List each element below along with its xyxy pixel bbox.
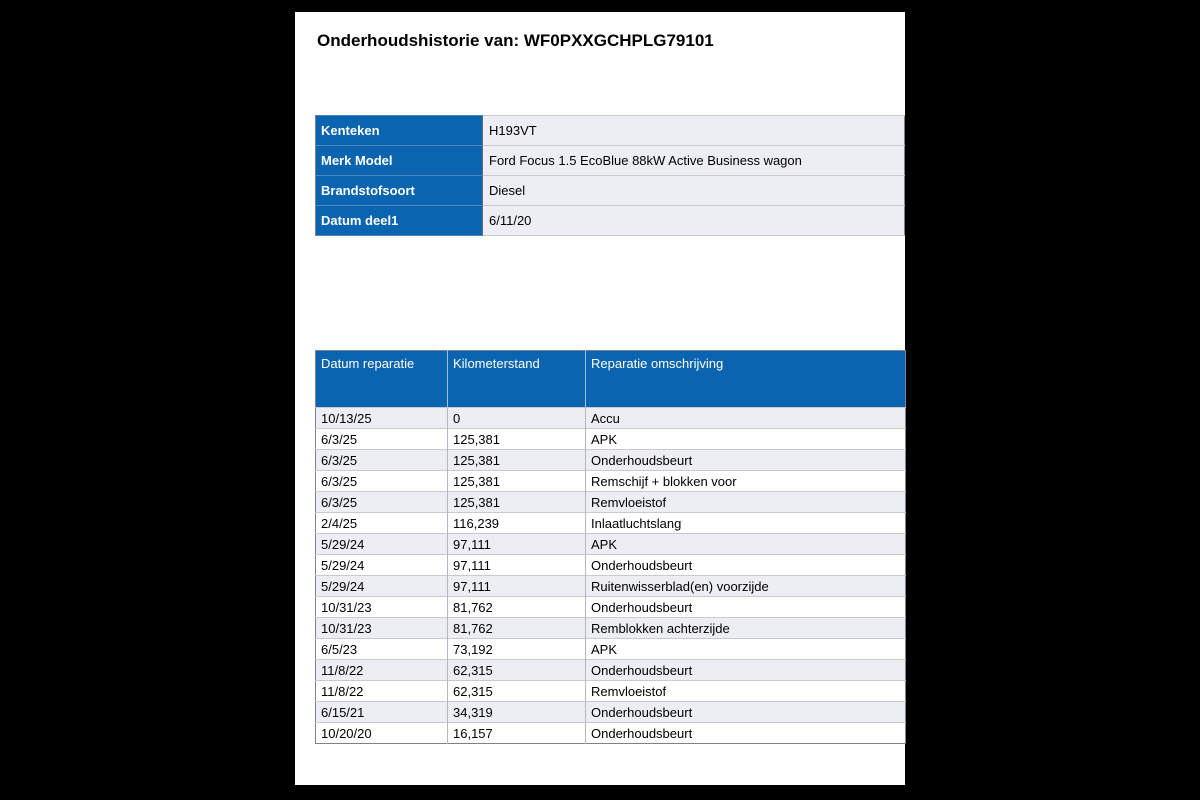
table-row: [316, 555, 906, 576]
odometer-cell: 97,111: [448, 534, 586, 555]
odometer-cell: 62,315: [448, 660, 586, 681]
odometer-cell: 97,111: [448, 555, 586, 576]
vehicle-info-label: Merk Model: [316, 146, 483, 176]
repair-description-cell: Ruitenwisserblad(en) voorzijde: [586, 576, 906, 597]
table-row: [316, 576, 906, 597]
table-row: [316, 723, 906, 744]
vehicle-info-table: [315, 115, 905, 236]
repair-date-cell: 5/29/24: [316, 576, 448, 597]
odometer-cell: 81,762: [448, 597, 586, 618]
table-row: [316, 471, 906, 492]
repair-description-cell: Onderhoudsbeurt: [586, 555, 906, 576]
odometer-cell: 0: [448, 408, 586, 429]
repair-date-cell: 5/29/24: [316, 534, 448, 555]
table-row: [316, 450, 906, 471]
repair-description-cell: Onderhoudsbeurt: [586, 450, 906, 471]
page-title: Onderhoudshistorie van: WF0PXXGCHPLG79101: [317, 31, 714, 50]
vehicle-info-label: Datum deel1: [316, 206, 483, 236]
vehicle-info-row: [316, 176, 905, 206]
repair-date-cell: 10/20/20: [316, 723, 448, 744]
table-row: [316, 492, 906, 513]
table-row: [316, 618, 906, 639]
repair-description-cell: APK: [586, 429, 906, 450]
repair-date-cell: 10/13/25: [316, 408, 448, 429]
odometer-cell: 62,315: [448, 681, 586, 702]
repair-description-cell: Onderhoudsbeurt: [586, 597, 906, 618]
repair-description-cell: Remvloeistof: [586, 681, 906, 702]
repair-date-cell: 10/31/23: [316, 597, 448, 618]
repair-date-cell: 6/3/25: [316, 450, 448, 471]
repair-description-cell: APK: [586, 639, 906, 660]
repair-date-cell: 11/8/22: [316, 681, 448, 702]
repair-date-cell: 10/31/23: [316, 618, 448, 639]
repair-date-cell: 6/15/21: [316, 702, 448, 723]
vehicle-info-value: Diesel: [483, 176, 905, 206]
column-header-repair-date: Datum reparatie: [316, 351, 448, 408]
repair-date-cell: 2/4/25: [316, 513, 448, 534]
repair-description-cell: Onderhoudsbeurt: [586, 723, 906, 744]
vehicle-info-value: H193VT: [483, 116, 905, 146]
repair-description-cell: Onderhoudsbeurt: [586, 660, 906, 681]
repair-description-cell: Remvloeistof: [586, 492, 906, 513]
table-row: [316, 681, 906, 702]
repair-date-cell: 6/3/25: [316, 492, 448, 513]
repair-date-cell: 6/3/25: [316, 471, 448, 492]
repair-date-cell: 5/29/24: [316, 555, 448, 576]
repair-description-cell: Onderhoudsbeurt: [586, 702, 906, 723]
repair-table-body: [316, 408, 906, 744]
table-row: [316, 513, 906, 534]
repair-table-header-row: [316, 351, 906, 408]
odometer-cell: 34,319: [448, 702, 586, 723]
table-row: [316, 597, 906, 618]
table-row: [316, 408, 906, 429]
repair-date-cell: 6/5/23: [316, 639, 448, 660]
table-row: [316, 429, 906, 450]
column-header-odometer: Kilometerstand: [448, 351, 586, 408]
table-row: [316, 639, 906, 660]
repair-description-cell: Accu: [586, 408, 906, 429]
odometer-cell: 116,239: [448, 513, 586, 534]
repair-date-cell: 11/8/22: [316, 660, 448, 681]
vehicle-info-label: Kenteken: [316, 116, 483, 146]
odometer-cell: 125,381: [448, 471, 586, 492]
repair-description-cell: Remblokken achterzijde: [586, 618, 906, 639]
odometer-cell: 97,111: [448, 576, 586, 597]
repair-description-cell: APK: [586, 534, 906, 555]
document-page: [295, 12, 905, 785]
column-header-description: Reparatie omschrijving: [586, 351, 906, 408]
odometer-cell: 125,381: [448, 492, 586, 513]
odometer-cell: 125,381: [448, 429, 586, 450]
table-row: [316, 534, 906, 555]
odometer-cell: 16,157: [448, 723, 586, 744]
repair-date-cell: 6/3/25: [316, 429, 448, 450]
table-row: [316, 660, 906, 681]
repair-history-table: [315, 350, 906, 744]
table-row: [316, 702, 906, 723]
repair-description-cell: Inlaatluchtslang: [586, 513, 906, 534]
odometer-cell: 81,762: [448, 618, 586, 639]
repair-table-head: [316, 351, 906, 408]
vehicle-info-row: [316, 146, 905, 176]
vehicle-info-label: Brandstofsoort: [316, 176, 483, 206]
odometer-cell: 73,192: [448, 639, 586, 660]
vehicle-info-row: [316, 116, 905, 146]
vehicle-info-value: Ford Focus 1.5 EcoBlue 88kW Active Business wagon: [483, 146, 905, 176]
vehicle-info-row: [316, 206, 905, 236]
vehicle-info-body: [316, 116, 905, 236]
repair-description-cell: Remschijf + blokken voor: [586, 471, 906, 492]
vehicle-info-value: 6/11/20: [483, 206, 905, 236]
odometer-cell: 125,381: [448, 450, 586, 471]
